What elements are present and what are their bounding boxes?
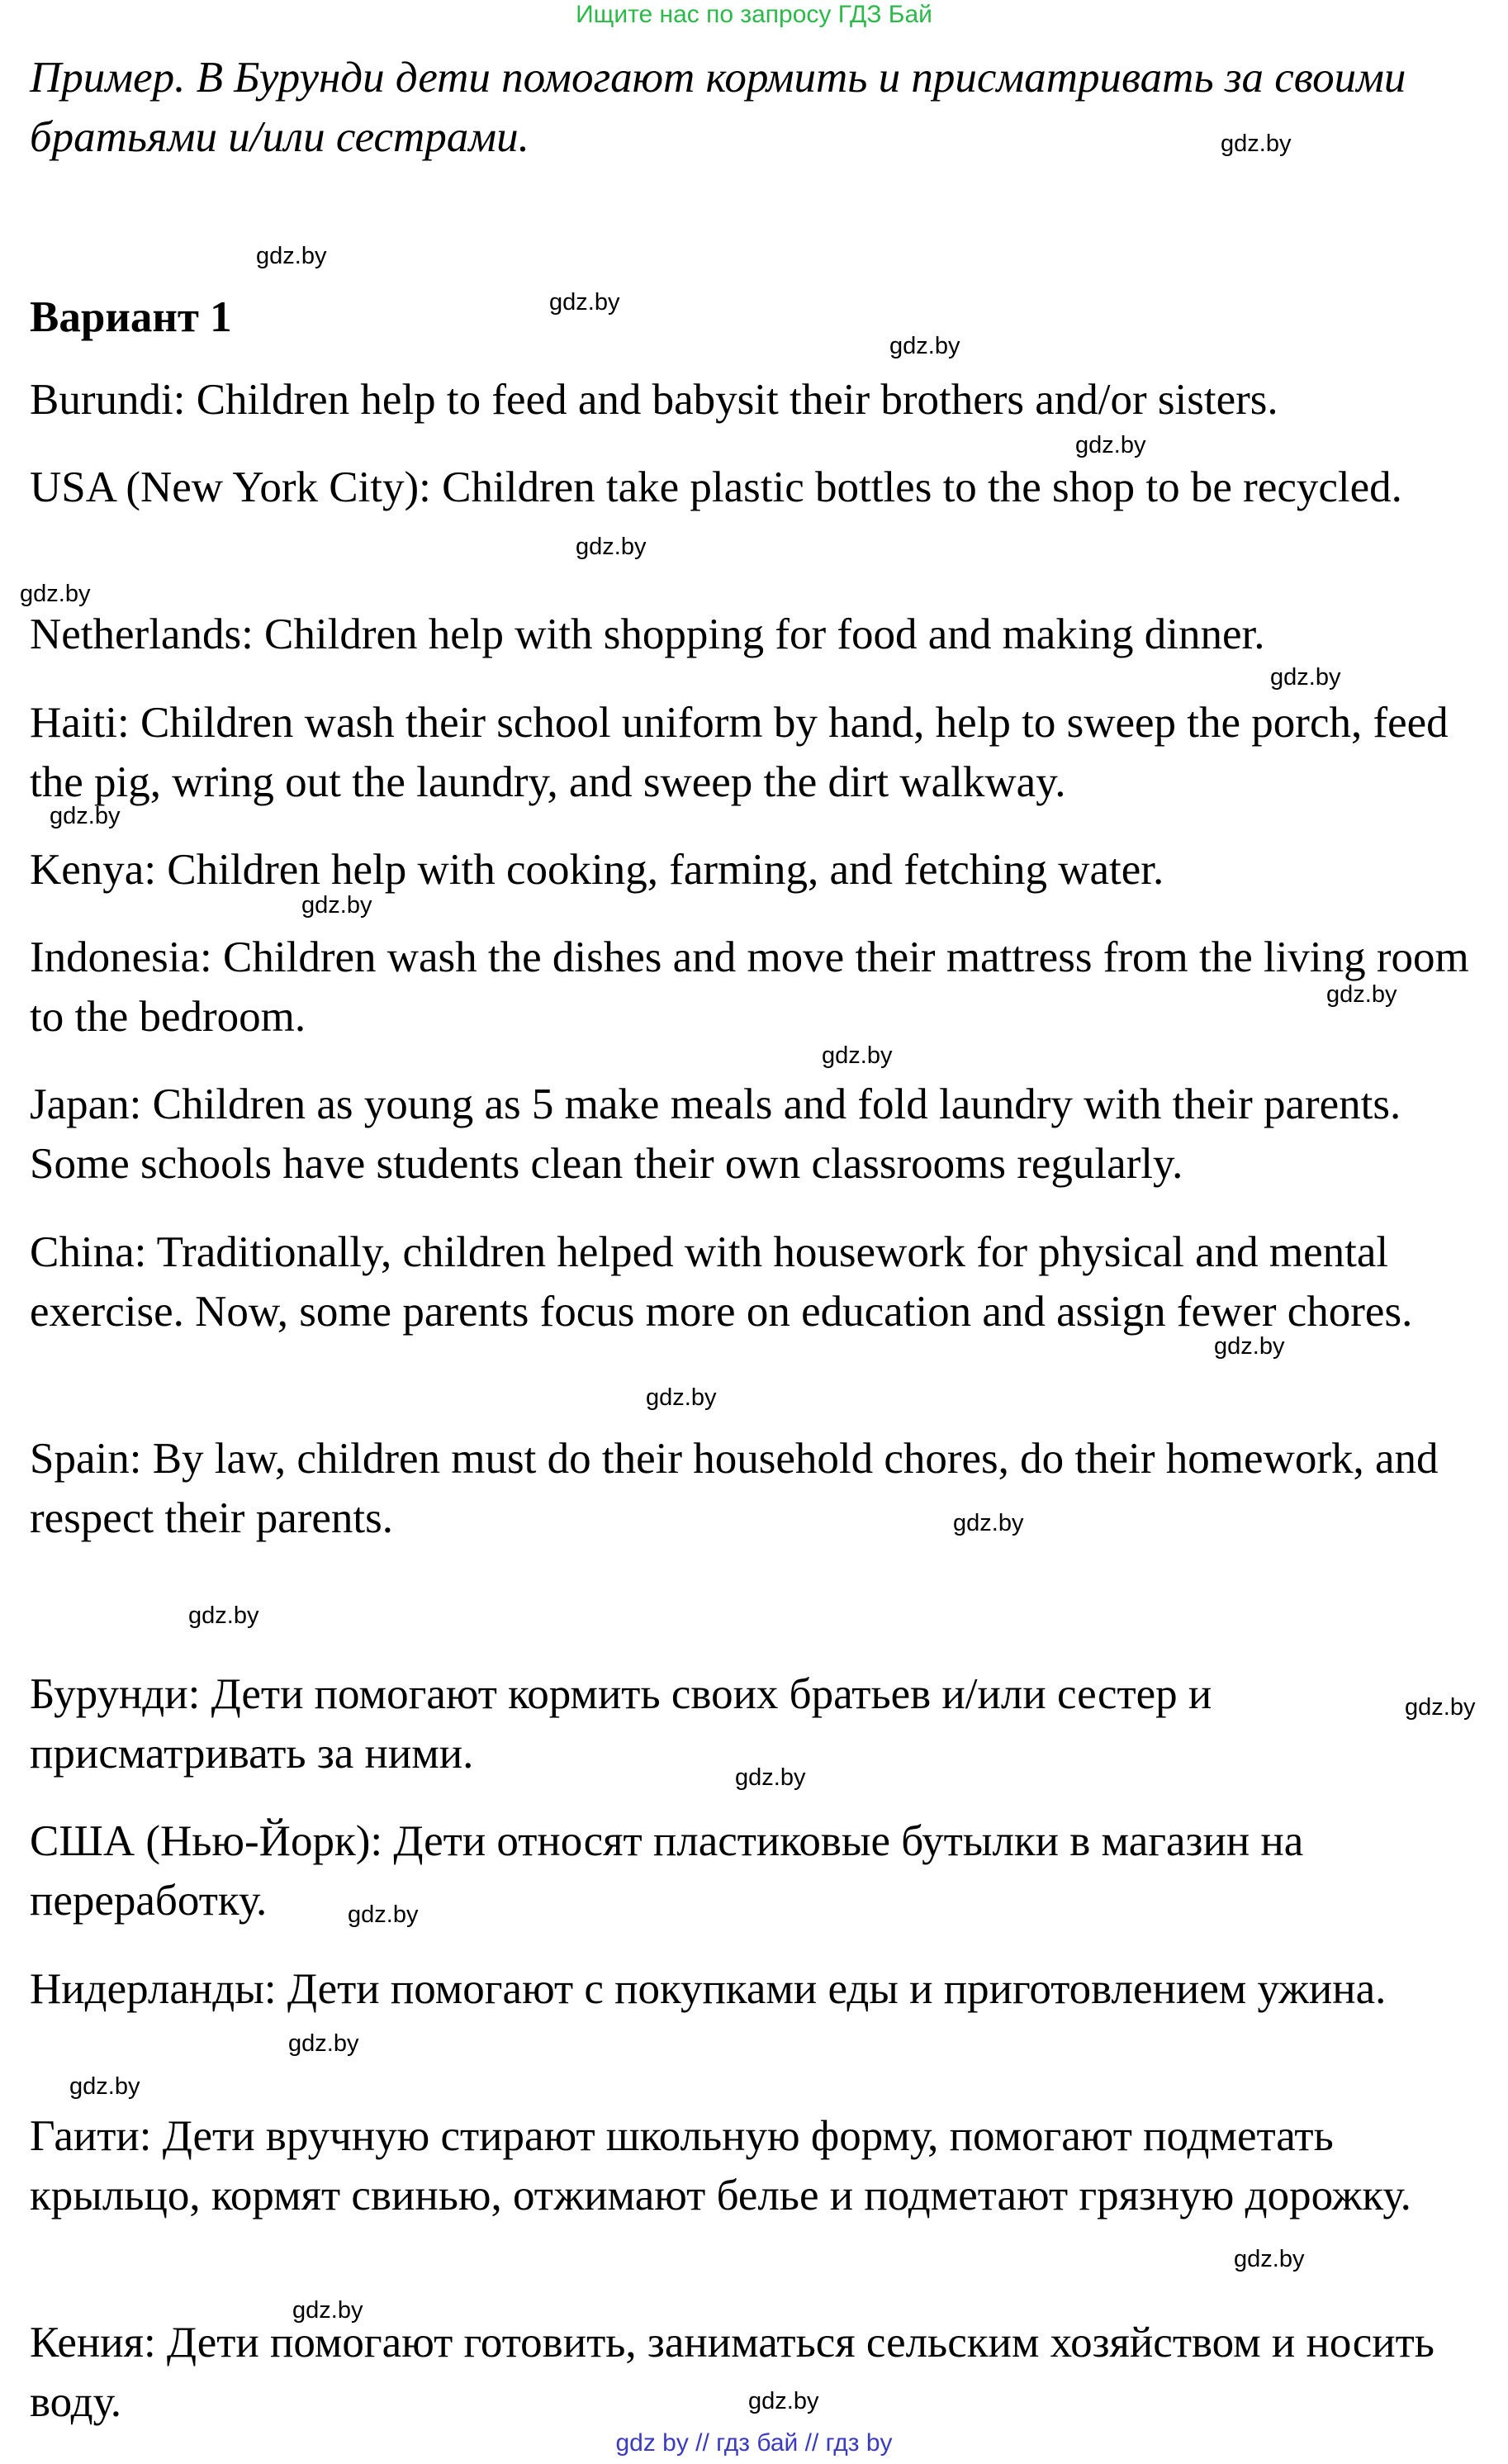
watermark: gdz.by	[1221, 131, 1292, 157]
english-paragraph-indonesia: Indonesia: Children wash the dishes and move their mattress from the living room to the bedroom.	[30, 933, 1469, 1041]
watermark: gdz.by	[1270, 664, 1341, 691]
watermark: gdz.by	[256, 243, 327, 269]
top-banner[interactable]: Ищите нас по запросу ГДЗ Бай	[576, 1, 932, 28]
russian-paragraph-burundi: Бурунди: Дети помогают кормить своих братьев и/или сестер и присматривать за ними.	[30, 1670, 1212, 1778]
variant-heading: Вариант 1	[30, 293, 232, 341]
footer-links[interactable]: gdz by // гдз бай // гдз by	[615, 2429, 893, 2457]
watermark: gdz.by	[20, 581, 91, 607]
watermark: gdz.by	[69, 2073, 140, 2100]
watermark: gdz.by	[646, 1384, 717, 1411]
watermark: gdz.by	[1075, 432, 1146, 458]
watermark: gdz.by	[1234, 2246, 1305, 2272]
example-text: Пример. В Бурунди дети помогают кормить и присматривать за своими братьями и/или сестрами.	[30, 54, 1406, 161]
russian-paragraph-haiti: Гаити: Дети вручную стирают школьную форму, помогают подметать крыльцо, кормят свинью, отжимают белье и подметают грязную дорожку.	[30, 2112, 1411, 2219]
watermark: gdz.by	[292, 2297, 363, 2324]
english-paragraph-spain: Spain: By law, children must do their household chores, do their homework, and respect their parents.	[30, 1435, 1439, 1542]
watermark: gdz.by	[188, 1602, 259, 1629]
english-paragraph-china: China: Traditionally, children helped with housework for physical and mental exercise. Now, some parents focus more on education and assign fewer chores.	[30, 1228, 1413, 1336]
watermark: gdz.by	[50, 803, 121, 829]
watermark: gdz.by	[889, 333, 960, 359]
english-paragraph-haiti: Haiti: Children wash their school uniform by hand, help to sweep the porch, feed the pig, wring out the laundry, and sweep the dirt walkway.	[30, 699, 1449, 806]
watermark: gdz.by	[822, 1042, 893, 1069]
watermark: gdz.by	[1405, 1694, 1476, 1721]
english-paragraph-burundi: Burundi: Children help to feed and babysit their brothers and/or sisters.	[30, 376, 1278, 424]
watermark: gdz.by	[735, 1764, 806, 1791]
watermark: gdz.by	[576, 534, 647, 560]
english-paragraph-japan: Japan: Children as young as 5 make meals and fold laundry with their parents. Some schools have students clean their own classrooms regularly.	[30, 1080, 1401, 1188]
watermark: gdz.by	[748, 2388, 819, 2414]
russian-paragraph-usa: США (Нью-Йорк): Дети относят пластиковые бутылки в магазин на переработку.	[30, 1817, 1304, 1925]
watermark: gdz.by	[1326, 981, 1397, 1008]
english-paragraph-kenya: Kenya: Children help with cooking, farming, and fetching water.	[30, 846, 1164, 894]
english-paragraph-usa: USA (New York City): Children take plastic bottles to the shop to be recycled.	[30, 463, 1402, 511]
watermark: gdz.by	[1214, 1333, 1285, 1360]
watermark: gdz.by	[953, 1510, 1024, 1536]
russian-paragraph-kenya: Кения: Дети помогают готовить, заниматься сельским хозяйством и носить воду.	[30, 2319, 1434, 2426]
russian-paragraph-netherlands: Нидерланды: Дети помогают с покупками еды и приготовлением ужина.	[30, 1965, 1387, 2013]
watermark: gdz.by	[549, 289, 620, 316]
watermark: gdz.by	[301, 892, 372, 919]
watermark: gdz.by	[348, 1901, 419, 1928]
english-paragraph-netherlands: Netherlands: Children help with shopping for food and making dinner.	[30, 610, 1265, 658]
watermark: gdz.by	[288, 2030, 359, 2057]
